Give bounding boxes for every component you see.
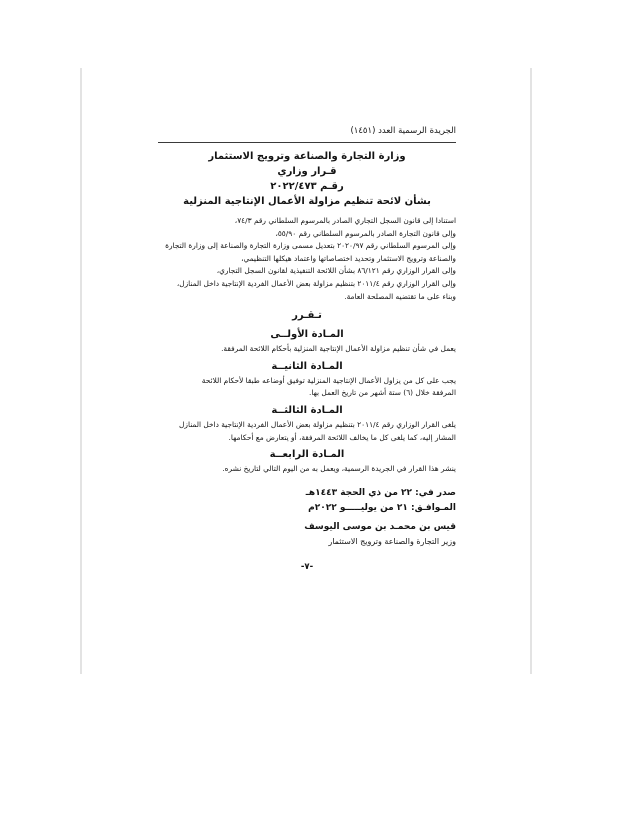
article-line: يجب على كل من يزاول الأعمال الإنتاجية المنزلية توفيق أوضاعه طبقا لأحكام اللائحة — [201, 375, 456, 385]
decision-number: رقـم ٢٠٢٢/٤٧٣ — [270, 181, 344, 192]
article-line: يعمل في شأن تنظيم مزاولة الأعمال الإنتاجية المنزلية بأحكام اللائحة المرفقة. — [221, 344, 456, 354]
article-1-body — [158, 343, 456, 356]
article-line: يلغى القرار الوزاري رقم ٢٠١١/٤ بتنظيم مزاولة بعض الأعمال الفردية الإنتاجية داخل المنازل — [179, 419, 456, 429]
signature-block — [158, 520, 456, 548]
article-3-body — [158, 419, 456, 444]
decides-heading: تـقـرر — [292, 310, 322, 322]
gazette-issue: الجريدة الرسمية العدد (١٤٥١) — [350, 126, 456, 136]
article-line: المشار إليه، كما يلغى كل ما يخالف اللائحة المرفقة، أو يتعارض مع أحكامها. — [228, 432, 456, 442]
article-3-title: المـادة الثالثــة — [271, 404, 343, 416]
page-content — [158, 124, 456, 574]
document-page — [80, 68, 532, 674]
article-4-title: المـادة الرابعــة — [269, 449, 345, 461]
preamble-line: وإلى القرار الوزاري رقم ٢٠١١/٤ بتنظيم مزاولة بعض الأعمال الفردية الإنتاجية داخل المنازل، — [176, 278, 456, 288]
article-1-title: المـادة الأولــى — [270, 329, 344, 341]
article-line: ينشر هذا القرار في الجريدة الرسمية، ويعمل به من اليوم التالي لتاريخ نشره. — [222, 464, 456, 474]
signatory-name: قيس بن محمـد بن موسى اليوسف — [304, 521, 456, 532]
preamble-line: وإلى القرار الوزاري رقم ٨٦/١٢١ بشأن اللائحة التنفيذية لقانون السجل التجاري، — [216, 266, 456, 276]
article-line: المرفقة خلال (٦) ستة أشهر من تاريخ العمل بها. — [308, 388, 456, 398]
preamble-line: والصناعة وترويج الاستثمار وتحديد اختصاصاتها واعتماد هيكلها التنظيمي، — [241, 253, 456, 263]
issue-date-hijri: صدر في: ٢٢ من ذي الحجة ١٤٤٣هـ — [305, 487, 456, 498]
article-2-title: المـادة الثانيــة — [271, 360, 343, 372]
article-4-body — [158, 463, 456, 476]
decision-type: قـرار وزاري — [277, 166, 337, 177]
preamble — [158, 215, 456, 303]
decision-subject: بشأن لائحة تنظيم مزاولة الأعمال الإنتاجية المنزلية — [183, 196, 431, 207]
article-2-body — [158, 375, 456, 400]
preamble-line: وبناء على ما تقتضيه المصلحة العامة. — [344, 291, 456, 301]
page-number: -٧- — [300, 561, 314, 572]
running-header — [158, 124, 456, 143]
preamble-line: وإلى المرسوم السلطاني رقم ٢٠٢٠/٩٧ بتعديل مسمى وزارة التجارة والصناعة إلى وزارة التجارة — [165, 241, 456, 251]
signatory-title: وزير التجارة والصناعة وترويج الاستثمار — [328, 536, 456, 546]
issue-date-gregorian: المـوافـق: ٢١ من يوليـــــو ٢٠٢٢م — [308, 502, 456, 513]
preamble-line: استنادا إلى قانون السجل التجاري الصادر بالمرسوم السلطاني رقم ٧٤/٣، — [234, 216, 456, 225]
ministry-name: وزارة التجارة والصناعة وترويج الاستثمار — [208, 151, 406, 162]
preamble-line: وإلى قانون التجارة الصادر بالمرسوم السلطاني رقم ٥٥/٩٠، — [275, 228, 456, 238]
issue-date-block — [158, 486, 456, 516]
